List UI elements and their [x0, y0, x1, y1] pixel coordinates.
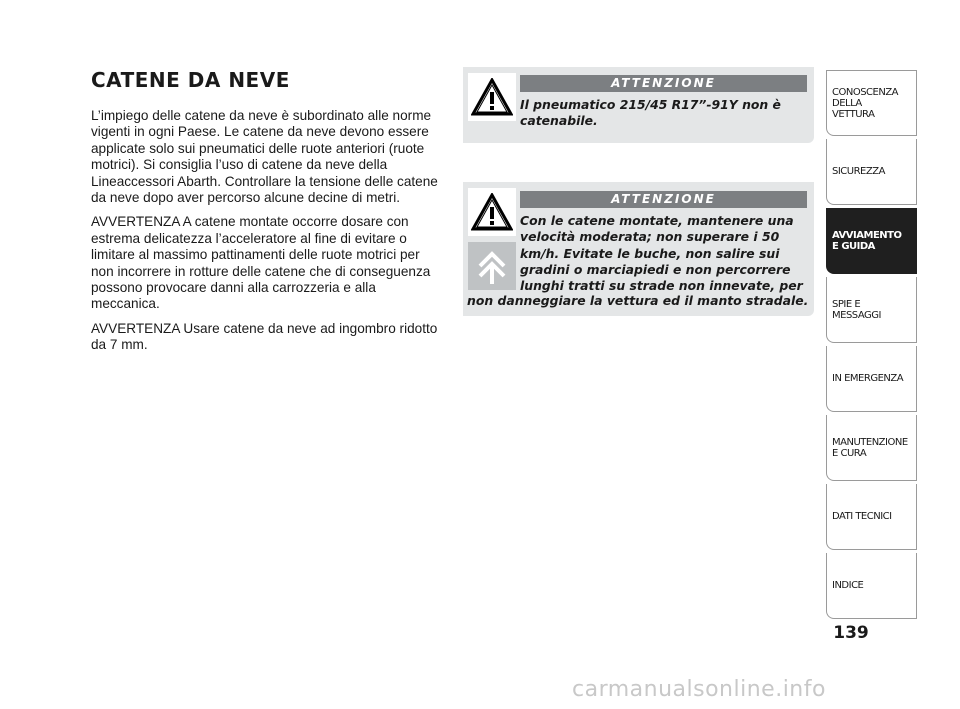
tab-label: SPIE E MESSAGGI: [832, 298, 881, 321]
tab-conoscenza-della-vettura[interactable]: [826, 70, 917, 136]
environment-icon: [468, 242, 516, 290]
body-text: [91, 108, 443, 362]
tab-manutenzione-e-cura[interactable]: [826, 415, 917, 481]
tab-label: MANUTENZIONE E CURA: [832, 436, 908, 459]
warning-triangle-icon: [468, 73, 516, 121]
tab-avviamento-e-guida[interactable]: [826, 208, 917, 274]
warning-header: ATTENZIONE: [520, 75, 807, 92]
warning-triangle-icon: [468, 188, 516, 236]
watermark: carmanualsonline.info: [572, 677, 826, 702]
tab-in-emergenza[interactable]: [826, 346, 917, 412]
warning-box-chains: [463, 182, 814, 316]
tab-label: CONOSCENZA DELLA VETTURA: [832, 86, 899, 120]
paragraph-warning-throttle: AVVERTENZA A catene montate occorre dosare con estrema delicatezza l’acceleratore al fine di evitare o limitare al massimo pattinamenti delle ruote motrici per non incorrere in rotture delle catene che di conseguenza possono provocare danni alla carrozzeria e alla meccanica.: [91, 214, 431, 312]
warning-text-continued: non danneggiare la vettura ed il manto stradale.: [467, 293, 809, 308]
tab-label: AVVIAMENTO E GUIDA: [832, 229, 902, 252]
paragraph-intro: L’impiego delle catene da neve è subordinato alle norme vigenti in ogni Paese. Le catene da neve devono essere applicate solo sui pneumatici delle ruote anteriori (ruote motrici). Si consiglia l’uso di catene da neve della Lineaccessori Abarth. Controllare la tensione delle catene da neve dopo aver percorso alcune decine di metri.: [91, 108, 438, 206]
tab-label: INDICE: [832, 580, 864, 591]
tab-dati-tecnici[interactable]: [826, 484, 917, 550]
warning-header: ATTENZIONE: [520, 191, 807, 208]
warning-text: Il pneumatico 215/45 R17”-91Y non è catenabile.: [520, 97, 781, 129]
paragraph-warning-chain-size: AVVERTENZA Usare catene da neve ad ingombro ridotto da 7 mm.: [91, 320, 438, 353]
tab-label: DATI TECNICI: [832, 511, 892, 522]
warning-text: Con le catene montate, mantenere una velocità moderata; non superare i 50 km/h. Evitate le buche, non salire sui gradini o marciapiedi e non percorrere lunghi tratti su strade non innevate, per: [520, 213, 803, 294]
tab-spie-e-messaggi[interactable]: [826, 277, 917, 343]
tab-sicurezza[interactable]: [826, 139, 917, 205]
tab-indice[interactable]: [826, 553, 917, 619]
tab-label: IN EMERGENZA: [832, 373, 904, 384]
warning-box-tyre: [463, 67, 814, 143]
tab-label: SICUREZZA: [832, 166, 885, 177]
page-title: CATENE DA NEVE: [91, 68, 290, 92]
page-number: 139: [833, 623, 869, 643]
